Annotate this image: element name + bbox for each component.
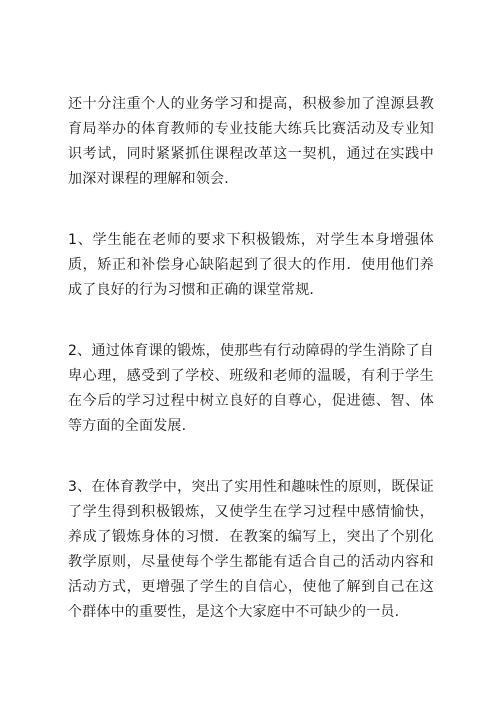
paragraph-point-1: 1、学生能在老师的要求下积极锻炼，对学生本身增强体质，矫正和补偿身心缺陷起到了很大的作用．使用他们养成了良好的行为习惯和正确的课堂常规.	[68, 232, 434, 298]
paragraph-point-3: 3、在体育教学中，突出了实用性和趣味性的原则，既保证了学生得到积极锻炼，又使学生在学习过程中感情愉快，养成了锻炼身体的习惯．在教案的编写上，突出了个别化教学原则，尽量使每个学生都能有适合自己的活动内容和活动方式，更增强了学生的自信心，使他了解到自己在这个群体中的重要性，是这个大家庭中不可缺少的一员.	[68, 479, 434, 620]
paragraph-point-2: 2、通过体育课的锻炼，使那些有行动障碍的学生消除了自卑心理，感受到了学校、班级和老师的温暖，有利于学生在今后的学习过程中树立良好的自尊心，促进德、智、体等方面的全面发展.	[68, 343, 434, 434]
document-body	[68, 92, 434, 625]
paragraph-intro: 还十分注重个人的业务学习和提高，积极参加了湟源县教育局举办的体育教师的专业技能大练兵比赛活动及专业知识考试，同时紧紧抓住课程改革这一契机，通过在实践中加深对课程的理解和领会.	[68, 96, 434, 187]
